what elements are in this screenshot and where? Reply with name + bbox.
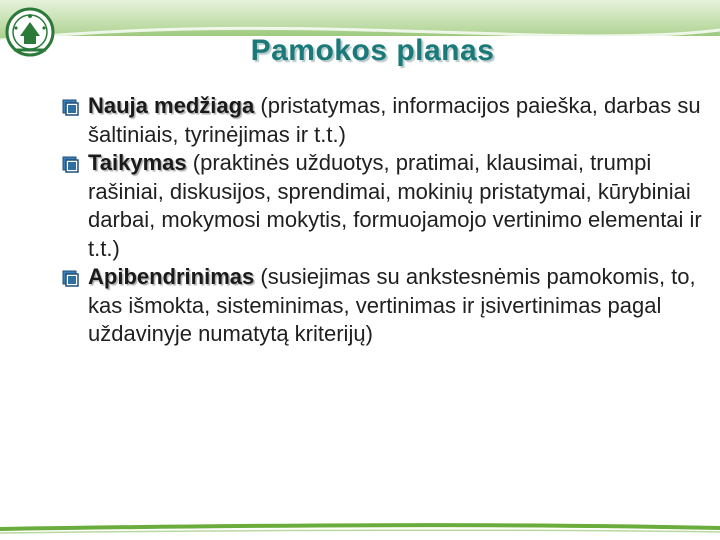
bullet-term: Apibendrinimas <box>88 264 255 289</box>
bullet-item <box>62 263 712 349</box>
bullet-text: (praktinės užduotys, pratimai, klausimai, trumpi rašiniai, diskusijos, sprendimai, mokinių pristatymai, kūrybiniai darbai, mokymosi mokytis, formuojamojo vertinimo elementai ir t.t.) <box>88 150 702 261</box>
checkbox-bullet-icon <box>62 99 79 116</box>
bullet-term: Taikymas <box>88 150 187 175</box>
bullet-text: (pristatymas, informacijos paieška, darbas su šaltiniais, tyrinėjimas ir t.t.) <box>88 93 701 147</box>
bullet-list <box>62 92 712 349</box>
checkbox-bullet-icon <box>62 156 79 173</box>
bullet-item <box>62 92 712 149</box>
bullet-item <box>62 149 712 263</box>
bullet-term: Nauja medžiaga <box>88 93 255 118</box>
bottom-decoration <box>0 495 720 540</box>
bullet-text: (susiejimas su ankstesnėmis pamokomis, to, kas išmokta, sisteminimas, vertinimas ir įsivertinimas pagal uždavinyje numatytą kriterijų) <box>88 264 696 346</box>
checkbox-bullet-icon <box>62 270 79 287</box>
slide-title: Pamokos planas <box>250 34 495 67</box>
